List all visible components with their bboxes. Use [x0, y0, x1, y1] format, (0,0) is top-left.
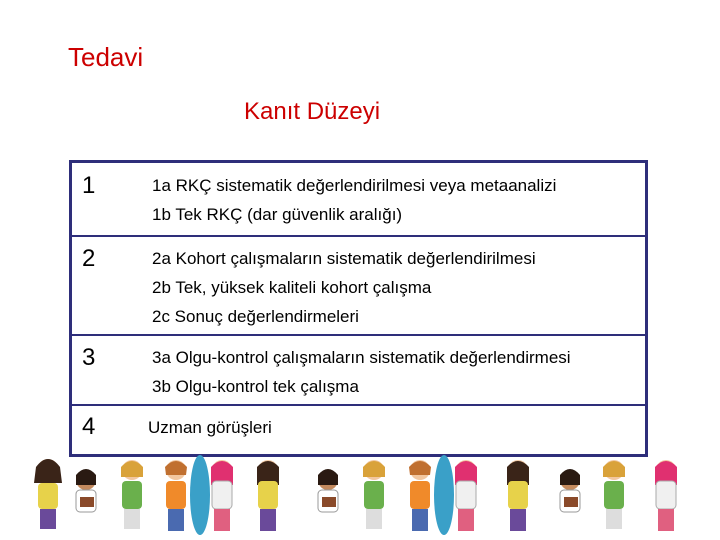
- evidence-line: 3a Olgu-kontrol çalışmaların sistematik değerlendirmesi: [152, 348, 571, 367]
- child-figure-icon: [560, 469, 580, 512]
- child-figure-icon: [363, 460, 385, 529]
- slide-subtitle: Kanıt Düzeyi: [244, 98, 381, 125]
- evidence-line: 2c Sonuç değerlendirmeleri: [152, 307, 359, 326]
- evidence-level-table: [69, 160, 648, 457]
- child-figure-icon: [318, 469, 338, 512]
- decorative-children-illustration: [0, 455, 720, 540]
- evidence-line: Uzman görüşleri: [148, 418, 272, 437]
- child-figure-icon: [257, 460, 279, 531]
- slide-title: Tedavi: [68, 42, 144, 72]
- table-row: [72, 404, 645, 454]
- evidence-line: 1b Tek RKÇ (dar güvenlik aralığı): [152, 205, 403, 224]
- evidence-line: 2b Tek, yüksek kaliteli kohort çalışma: [152, 278, 432, 297]
- child-figure-icon: [34, 459, 62, 529]
- child-figure-icon: [211, 460, 233, 531]
- evidence-line: 1a RKÇ sistematik değerlendirilmesi veya metaanalizi: [152, 176, 557, 195]
- child-figure-icon: [165, 460, 187, 531]
- child-figure-icon: [603, 460, 625, 529]
- child-figure-icon: [409, 460, 431, 531]
- table-row: [72, 163, 645, 237]
- level-number: 1: [82, 172, 96, 199]
- table-row: [72, 235, 645, 336]
- level-number: 2: [82, 245, 96, 272]
- surfboard-icon: [434, 455, 454, 535]
- child-figure-icon: [655, 460, 677, 531]
- child-figure-icon: [76, 469, 96, 512]
- child-figure-icon: [455, 460, 477, 531]
- evidence-line: 3b Olgu-kontrol tek çalışma: [152, 377, 359, 396]
- child-figure-icon: [121, 460, 143, 529]
- level-number: 4: [82, 413, 96, 440]
- surfboard-icon: [190, 455, 210, 535]
- evidence-line: 2a Kohort çalışmaların sistematik değerlendirilmesi: [152, 249, 536, 268]
- table-row: [72, 334, 645, 406]
- level-number: 3: [82, 344, 96, 371]
- child-figure-icon: [507, 460, 529, 531]
